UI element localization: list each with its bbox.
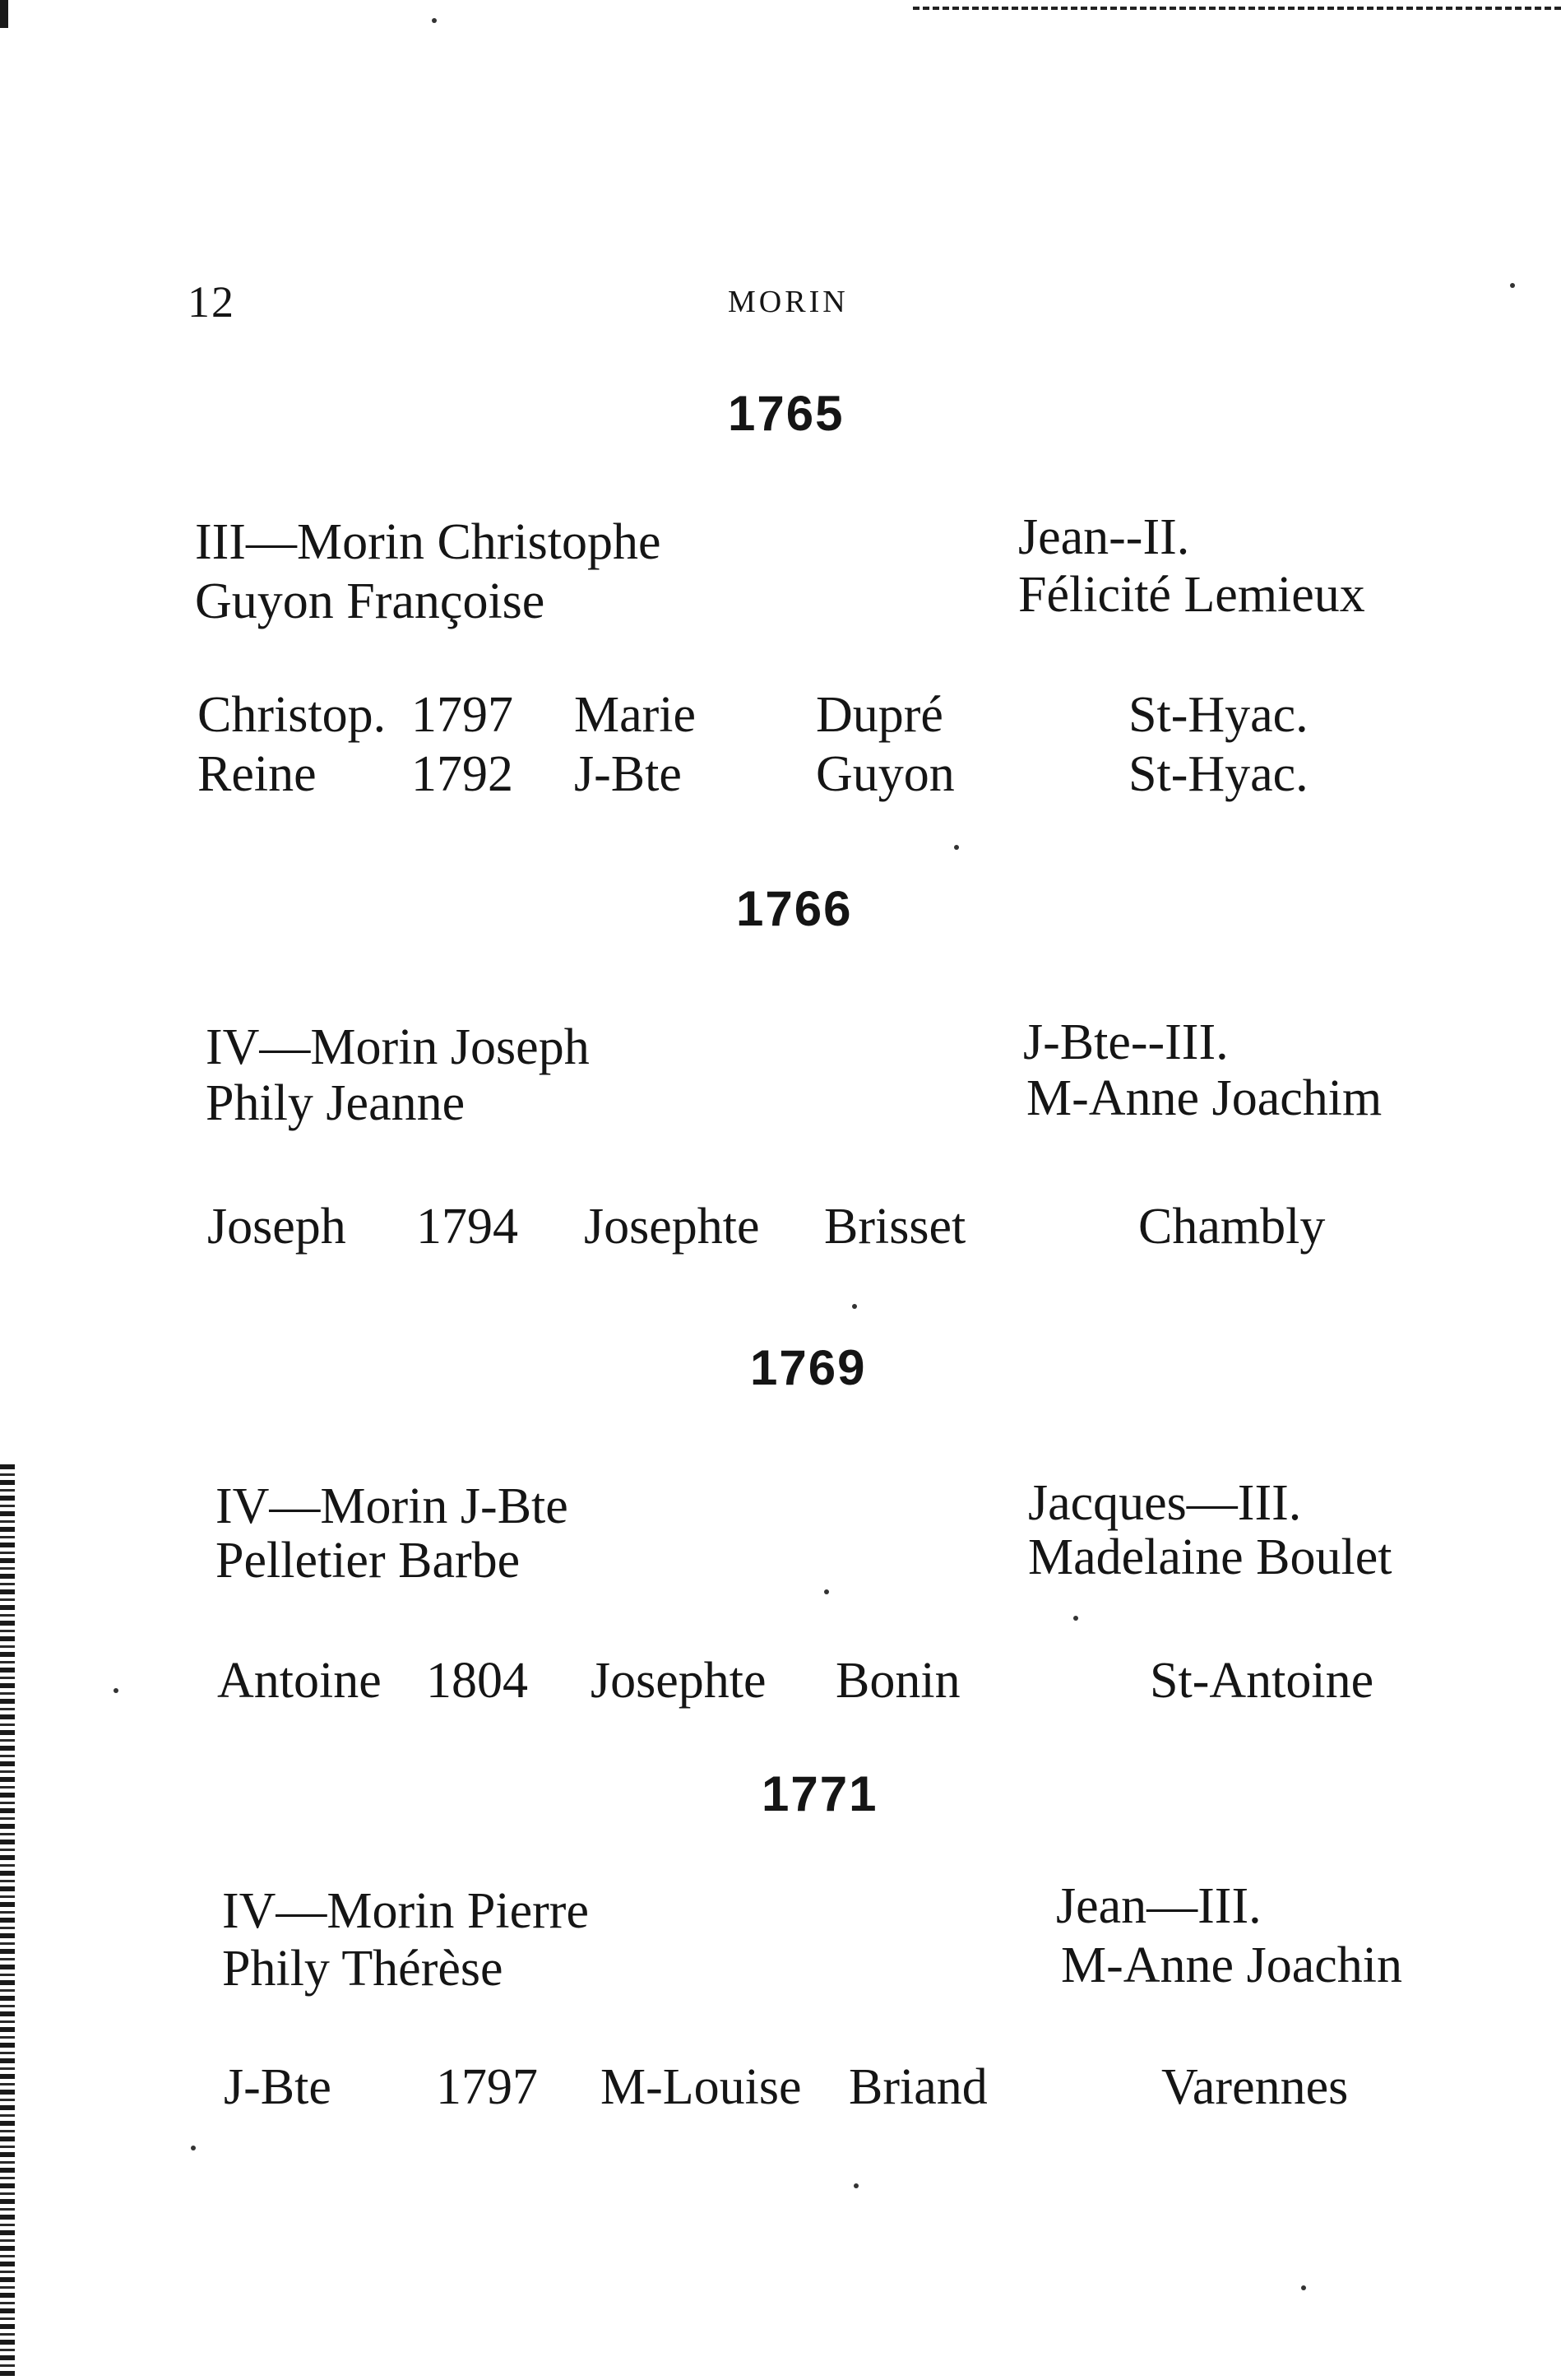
- groom-parent: Jacques—III.: [1028, 1475, 1302, 1531]
- bride-name: Guyon Françoise: [195, 573, 545, 629]
- spouse-last-name: Guyon: [816, 746, 955, 802]
- scan-speck: [854, 2183, 859, 2188]
- scan-speck: [191, 2146, 196, 2150]
- spouse-last-name: Briand: [849, 2059, 988, 2115]
- page-number: 12: [188, 277, 235, 327]
- marriage-place: Varennes: [1161, 2059, 1349, 2115]
- spouse-first-name: Josephte: [584, 1199, 760, 1255]
- top-dashed-rule: [913, 7, 1561, 14]
- child-name: Reine: [197, 746, 317, 802]
- spouse-last-name: Brisset: [824, 1199, 966, 1255]
- bride-parent: Félicité Lemieux: [1018, 567, 1365, 623]
- groom-name: IV—Morin J-Bte: [215, 1478, 568, 1534]
- entry-year: 1765: [728, 386, 845, 441]
- groom-parent: Jean—III.: [1056, 1878, 1262, 1934]
- scan-speck: [1510, 283, 1515, 288]
- groom-name: IV—Morin Pierre: [222, 1883, 589, 1939]
- marriage-place: Chambly: [1138, 1199, 1326, 1255]
- bride-parent: M-Anne Joachin: [1061, 1937, 1402, 1993]
- entry-year: 1771: [762, 1766, 878, 1821]
- scan-speck: [432, 18, 437, 23]
- marriage-year: 1797: [436, 2059, 538, 2115]
- bride-parent: M-Anne Joachim: [1026, 1070, 1383, 1126]
- child-name: Christop.: [197, 687, 387, 743]
- bride-parent: Madelaine Boulet: [1028, 1529, 1392, 1585]
- marriage-year: 1804: [426, 1653, 528, 1709]
- groom-name: IV—Morin Joseph: [206, 1019, 590, 1075]
- scan-speck: [1073, 1616, 1078, 1621]
- spouse-last-name: Dupré: [816, 687, 943, 743]
- groom-parent: Jean--II.: [1018, 509, 1190, 565]
- scan-speck: [954, 845, 959, 850]
- marriage-place: St-Antoine: [1150, 1653, 1374, 1709]
- bride-name: Phily Thérèse: [222, 1941, 503, 1997]
- child-name: Antoine: [217, 1653, 382, 1709]
- marriage-year: 1794: [416, 1199, 518, 1255]
- child-name: J-Bte: [224, 2059, 331, 2115]
- spouse-last-name: Bonin: [836, 1653, 961, 1709]
- scan-speck: [113, 1688, 118, 1693]
- running-head: MORIN: [728, 285, 849, 319]
- spouse-first-name: Marie: [574, 687, 697, 743]
- marriage-year: 1792: [411, 746, 513, 802]
- marriage-place: St-Hyac.: [1128, 687, 1309, 743]
- scan-edge-mark: [0, 0, 8, 28]
- scan-speck: [1301, 2285, 1306, 2290]
- marriage-place: St-Hyac.: [1128, 746, 1309, 802]
- spouse-first-name: Josephte: [591, 1653, 767, 1709]
- scan-speck: [852, 1304, 857, 1309]
- child-name: Joseph: [207, 1199, 346, 1255]
- groom-name: III—Morin Christophe: [195, 514, 661, 570]
- entry-year: 1769: [750, 1340, 867, 1395]
- bride-name: Pelletier Barbe: [215, 1533, 521, 1589]
- scan-binding-edge: [0, 1464, 15, 2380]
- groom-parent: J-Bte--III.: [1023, 1014, 1229, 1070]
- scan-speck: [824, 1589, 829, 1594]
- spouse-first-name: J-Bte: [574, 746, 682, 802]
- bride-name: Phily Jeanne: [206, 1075, 466, 1131]
- entry-year: 1766: [736, 881, 853, 936]
- marriage-year: 1797: [411, 687, 513, 743]
- spouse-first-name: M-Louise: [600, 2059, 802, 2115]
